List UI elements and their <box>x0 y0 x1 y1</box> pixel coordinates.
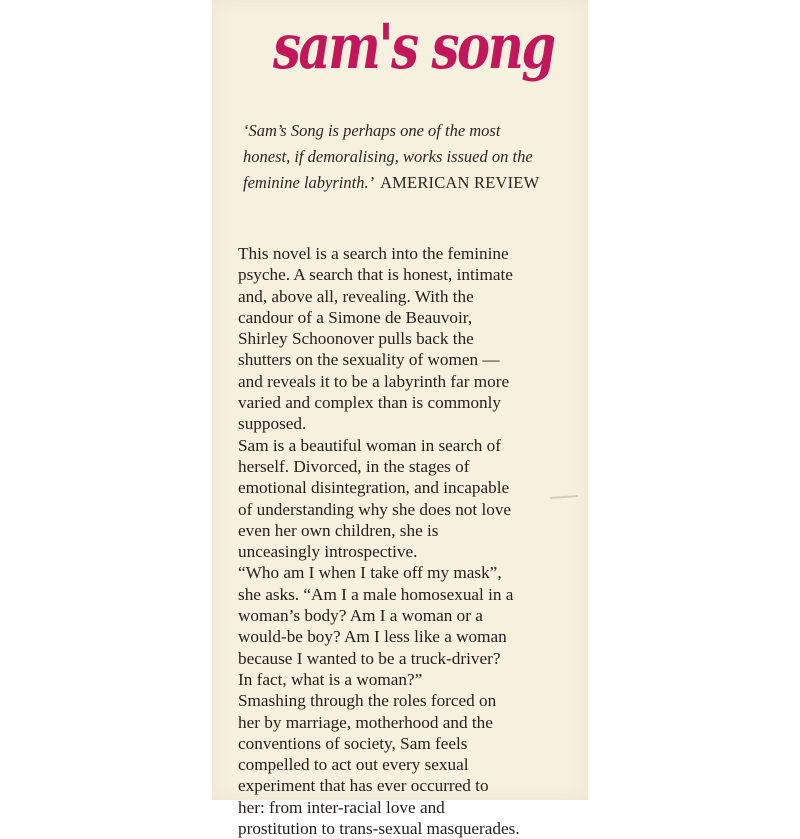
blurb-line: Smashing through the roles forced on <box>238 691 497 711</box>
blurb-line: candour of a Simone de Beauvoir, <box>238 307 473 327</box>
blurb-line: Sam is a beautiful woman in search of <box>238 435 501 455</box>
quote-line: honest, if demoralising, works issued on the <box>243 147 533 166</box>
blurb-line: In fact, what is a woman?” <box>238 669 423 689</box>
quote-line-with-source <box>243 170 573 196</box>
blurb-line: woman’s body? Am I a woman or a <box>238 606 483 626</box>
blurb-line: she asks. “Am I a male homosexual in a <box>238 584 514 604</box>
blurb-line: Shirley Schoonover pulls back the <box>238 329 474 349</box>
blurb-line: conventions of society, Sam feels <box>238 733 468 753</box>
blurb-line: and reveals it to be a labyrinth far more <box>238 371 510 391</box>
blurb-text <box>238 243 583 839</box>
quote-line: ‘Sam’s Song is perhaps one of the most <box>243 121 501 140</box>
blurb-line: her by marriage, motherhood and the <box>238 712 493 732</box>
quote-line: feminine labyrinth.’ <box>243 173 375 192</box>
blurb-line: “Who am I when I take off my mask”, <box>238 563 502 583</box>
blurb-line: shutters on the sexuality of women — <box>238 350 500 370</box>
blurb-line: This novel is a search into the feminine <box>238 244 509 263</box>
blurb-line: her: from inter-racial love and <box>238 797 445 817</box>
blurb-line: emotional disintegration, and incapable <box>238 478 510 498</box>
blurb-line: prostitution to trans-sexual masquerades. <box>238 819 520 839</box>
blurb-line: would-be boy? Am I less like a woman <box>238 627 507 647</box>
review-quote <box>243 118 573 196</box>
blurb-line: unceasingly introspective. <box>238 542 418 562</box>
blurb-line: varied and complex than is commonly <box>238 393 501 413</box>
blurb-line: even her own children, she is <box>238 520 439 540</box>
blurb-line: of understanding why she does not love <box>238 499 512 519</box>
blurb-line: supposed. <box>238 414 307 434</box>
review-source: AMERICAN REVIEW <box>380 173 540 192</box>
blurb-line: herself. Divorced, in the stages of <box>238 456 470 476</box>
book-title: sam's song <box>273 10 554 83</box>
blurb-line: experiment that has ever occurred to <box>238 776 489 796</box>
blurb-line: and, above all, revealing. With the <box>238 286 474 306</box>
blurb-line: compelled to act out every sexual <box>238 755 469 775</box>
blurb-line: psyche. A search that is honest, intimate <box>238 265 513 285</box>
blurb-line: because I wanted to be a truck-driver? <box>238 648 501 668</box>
